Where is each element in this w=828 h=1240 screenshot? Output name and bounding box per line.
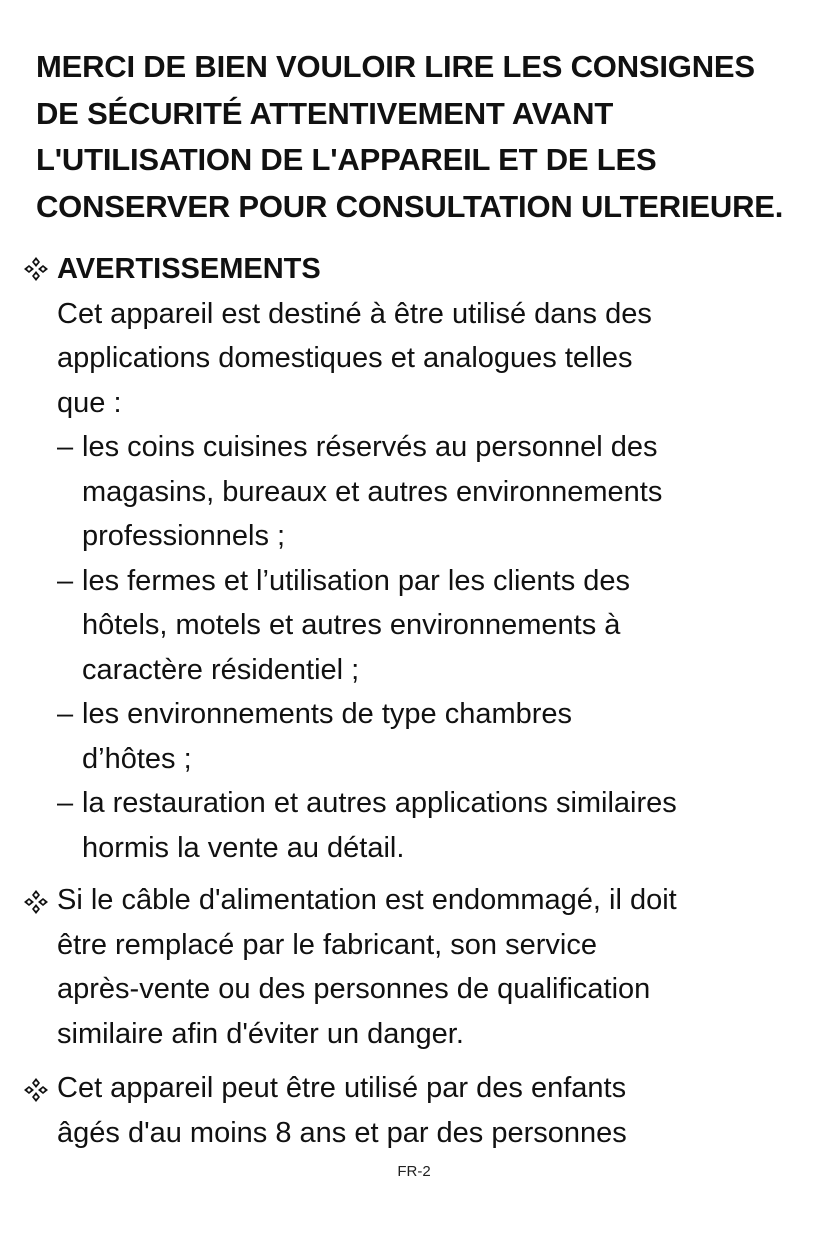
dash-marker: – [57,431,74,463]
list-item [57,781,812,870]
list-item-text: les environnements de type chambres d’hôtes ; [82,698,573,775]
four-diamond-bullet-icon [22,888,50,916]
list-item-text: la restauration et autres applications similaires hormis la vente au détail. [82,787,677,864]
four-diamond-bullet-icon [22,1076,50,1104]
children-warning-section [22,1066,812,1155]
list-item [57,692,812,781]
children-warning-text: Cet appareil peut être utilisé par des enfants âgés d'au moins 8 ans et par des personnes [57,1072,627,1149]
four-diamond-bullet-icon [22,255,50,283]
warnings-section [22,247,812,870]
warnings-intro: Cet appareil est destiné à être utilisé dans des applications domestiques et analogues telles que : [57,297,652,419]
warnings-title: AVERTISSEMENTS [57,253,321,285]
dash-marker: – [57,564,74,597]
dash-marker: – [57,698,74,730]
cable-warning-section [22,878,812,1056]
cable-warning-text: Si le câble d'alimentation est endommagé, il doit être remplacé par le fabricant, son service après-vente ou des personnes de qualification similaire afin d'éviter un danger. [57,884,677,1050]
page-number: FR-2 [397,1163,431,1180]
list-item-text: les fermes et l’utilisation par les clients des hôtels, motels et autres environnements à caractère résidentiel ; [82,564,631,686]
list-item [57,425,812,559]
dash-marker: – [57,787,74,819]
list-item-text: les coins cuisines réservés au personnel des magasins, bureaux et autres environnements professionnels ; [82,431,663,552]
usage-list [22,425,812,870]
list-item [57,559,812,693]
safety-header: MERCI DE BIEN VOULOIR LIRE LES CONSIGNES DE SÉCURITÉ ATTENTIVEMENT AVANT L'UTILISATION DE L'APPAREIL ET DE LES CONSERVER POUR CONSULTATION ULTERIEURE. [36,49,784,224]
